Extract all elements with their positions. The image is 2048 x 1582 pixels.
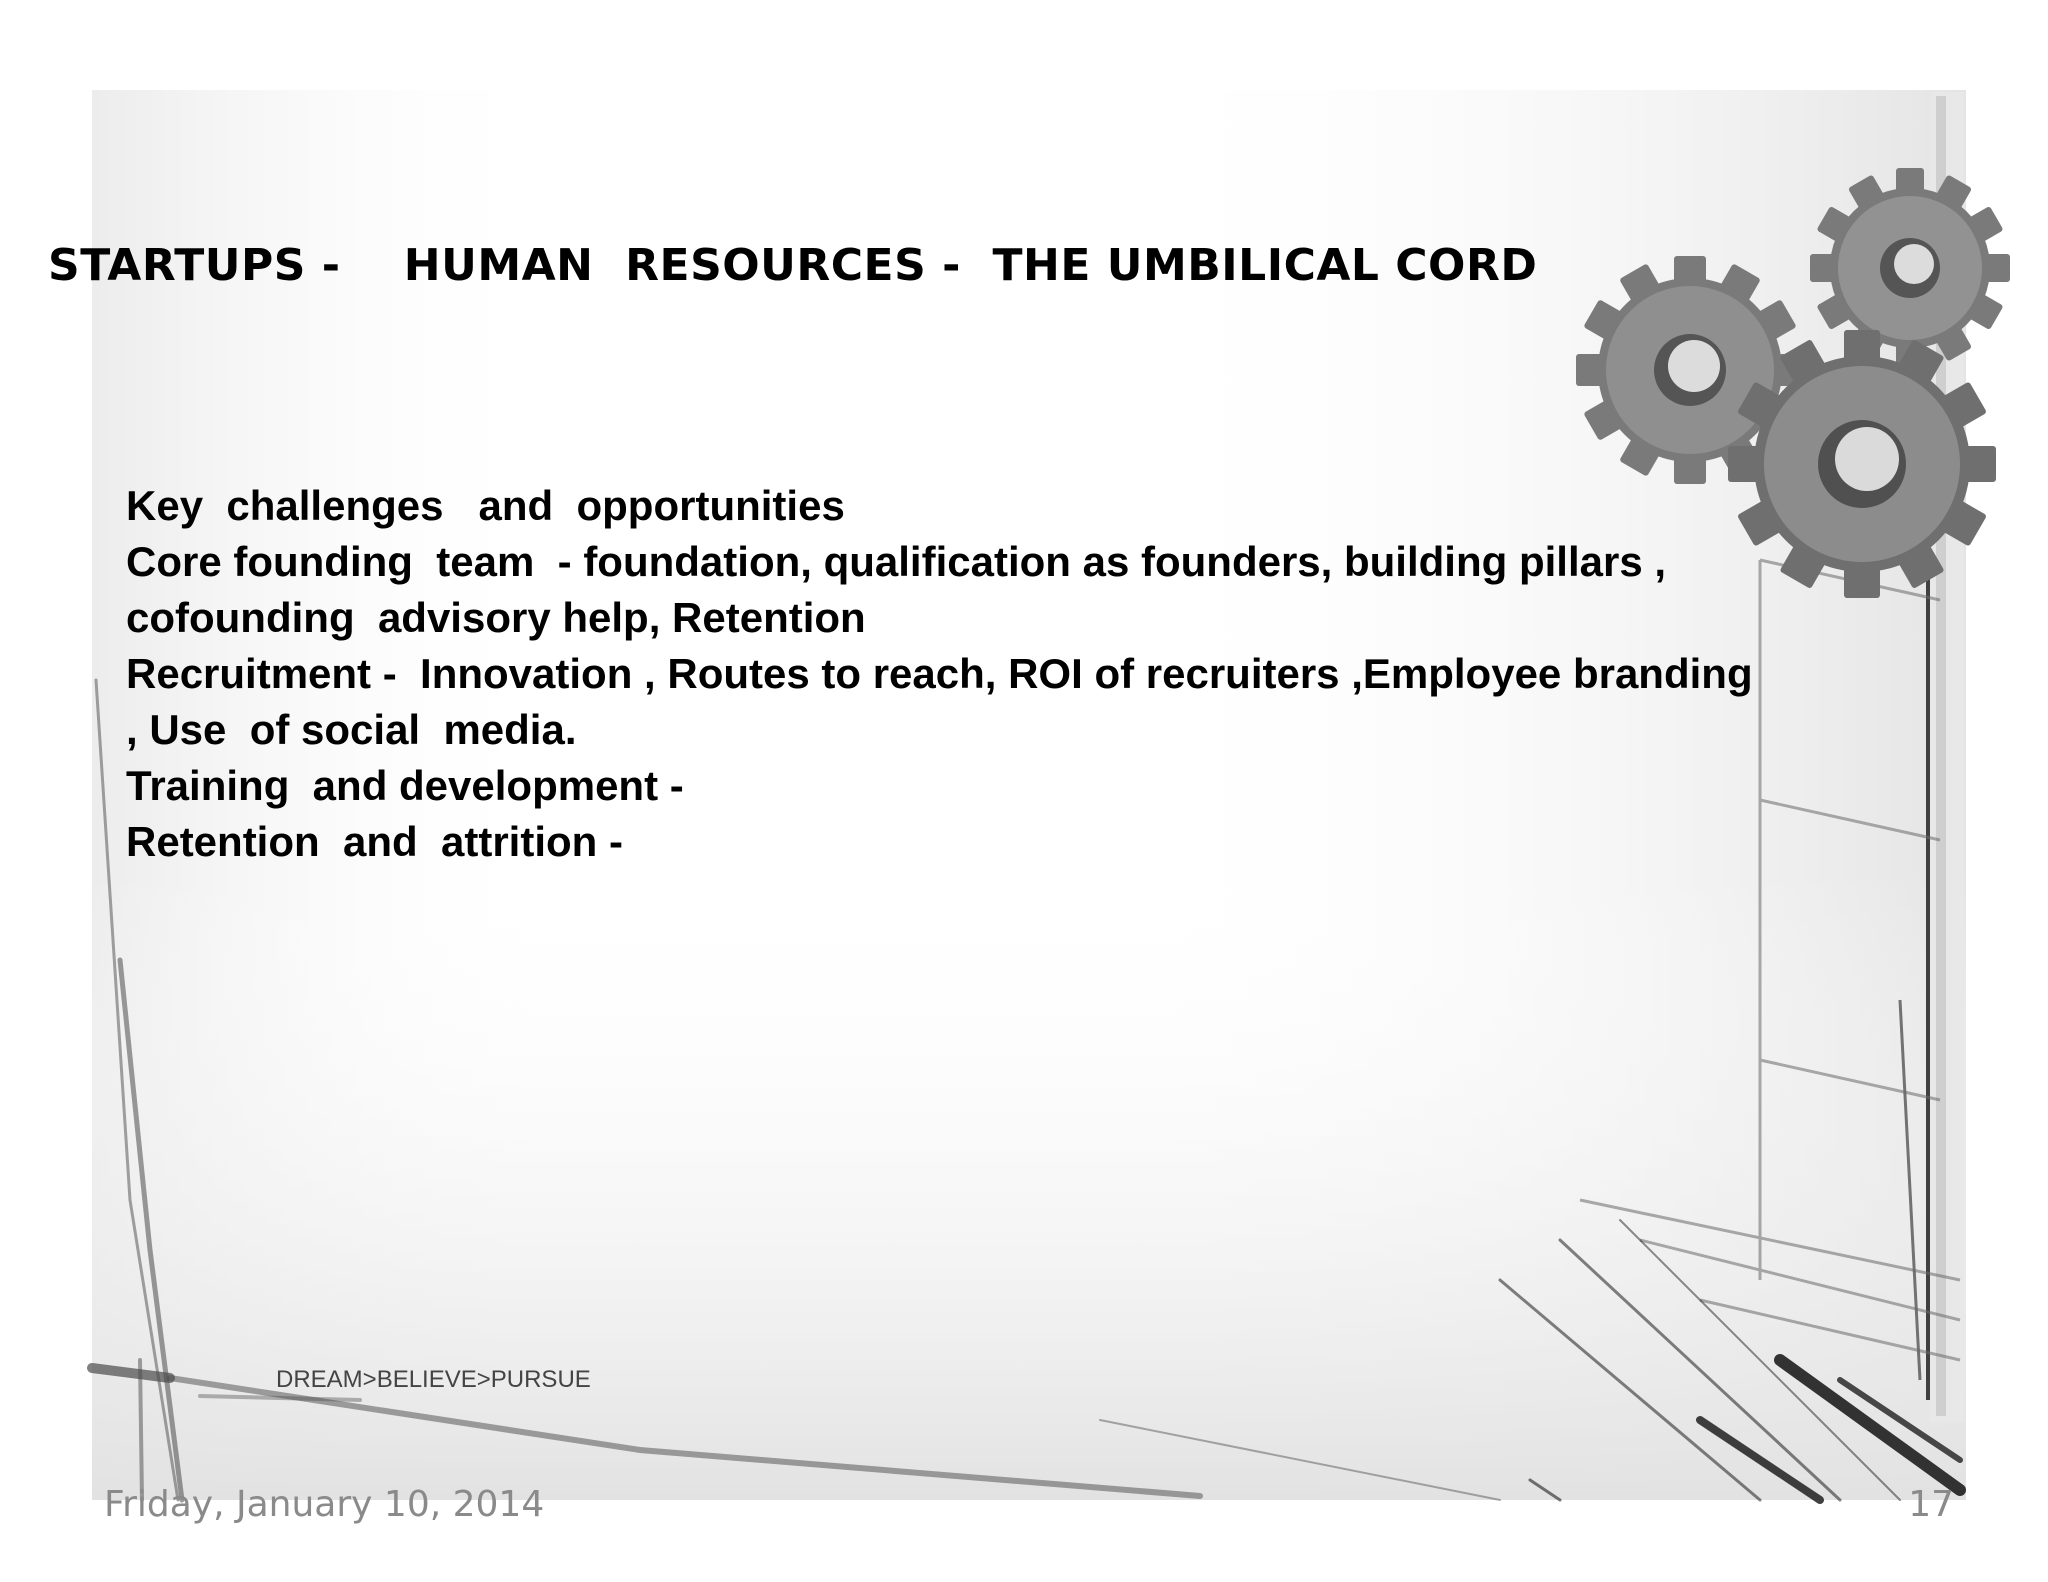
list-item: Key challenges and opportunities [126, 482, 845, 529]
slide-date: Friday, January 10, 2014 [104, 1484, 545, 1525]
bullet-list [126, 478, 1766, 870]
page-number: 17 [1908, 1484, 1954, 1525]
tagline: DREAM>BELIEVE>PURSUE [276, 1366, 591, 1393]
list-item: Training and development - [126, 762, 684, 809]
list-item: Core founding team - foundation, qualification as founders, building pillars , cofounding advisory help, Retention [126, 538, 1678, 641]
list-item: Retention and attrition - [126, 818, 623, 865]
slide-title: STARTUPS - HUMAN RESOURCES - THE UMBILICAL CORD [48, 240, 1538, 291]
list-item: Recruitment - Innovation , Routes to reach, ROI of recruiters ,Employee branding , Use of social media. [126, 650, 1765, 753]
